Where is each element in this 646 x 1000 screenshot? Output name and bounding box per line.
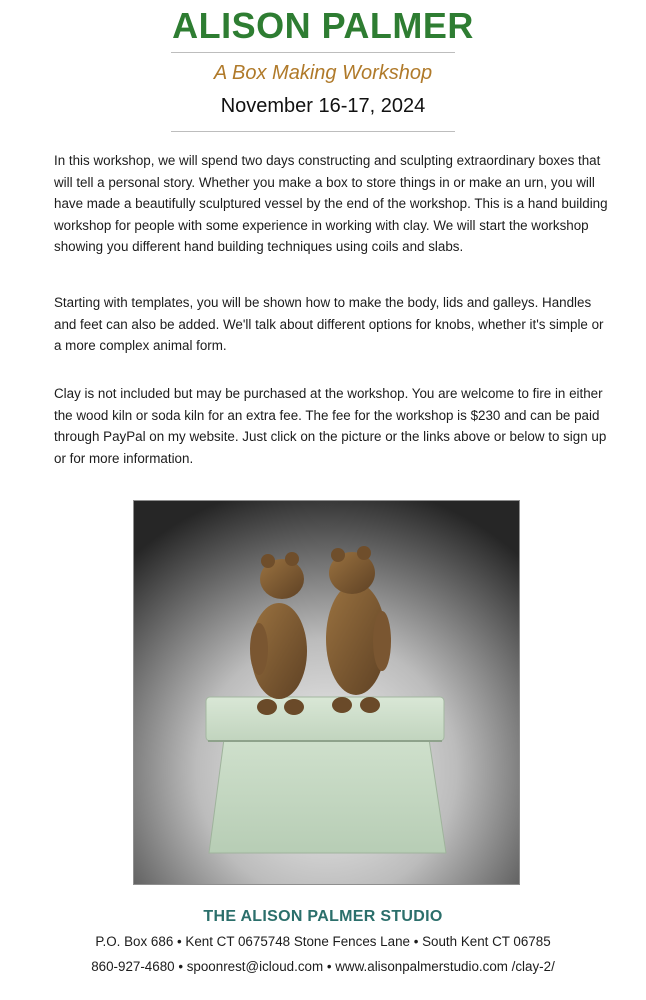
description-paragraph-1: In this workshop, we will spend two days constructing and sculpting extraordinary boxes that will tell a personal story. Whether you make a box to store things in or make an urn, you will have made a beautifully sculptured vessel by the end of the workshop. This is a hand building workshop for people with some experience in working with clay. We will start the workshop showing you different hand building techniques using coils and slabs. (54, 153, 608, 254)
workshop-photo-link[interactable] (133, 500, 520, 885)
page-title: ALISON PALMER (172, 5, 474, 46)
description-paragraph-3: Clay is not included but may be purchased at the workshop. You are welcome to fire in either the wood kiln or soda kiln for an extra fee. The fee for the workshop is $230 and can be paid through PayPal on my website. Just click on the picture or the links above or below to sign up or for more information. (54, 386, 607, 466)
header-divider-top (171, 52, 455, 53)
description-paragraph-2: Starting with templates, you will be shown how to make the body, lids and galleys. Handles and feet can also be added. We'll talk about different options for knobs, whether it's simple or a more complex animal form. (54, 295, 604, 353)
workshop-date: November 16-17, 2024 (220, 95, 426, 117)
workshop-subtitle: A Box Making Workshop (213, 62, 433, 84)
header-divider-bottom (171, 131, 455, 132)
studio-name: THE ALISON PALMER STUDIO (203, 908, 443, 925)
studio-address: P.O. Box 686 • Kent CT 0675748 Stone Fences Lane • South Kent CT 06785 (95, 934, 551, 949)
ceramic-bear-box-photo-icon (134, 501, 519, 884)
studio-contact[interactable]: 860-927-4680 • spoonrest@icloud.com • www.alisonpalmerstudio.com /clay-2/ (91, 959, 555, 974)
